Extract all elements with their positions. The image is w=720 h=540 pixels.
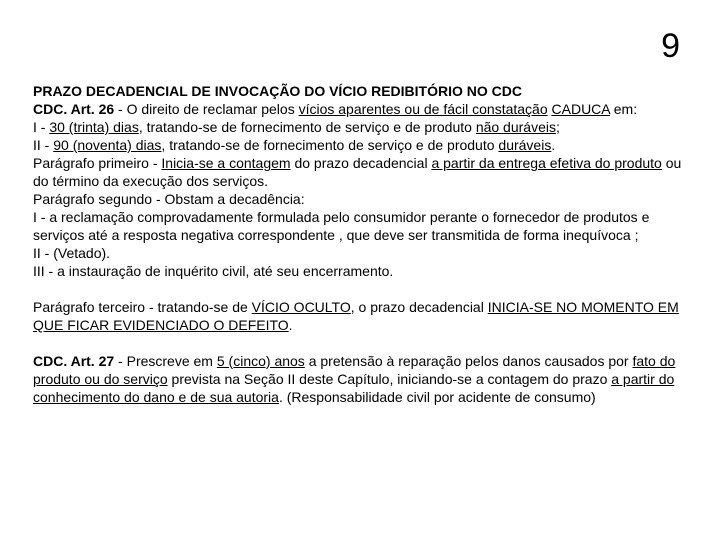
p3-end: . [288,317,293,333]
spacer [33,334,688,352]
inciso-2-text: , tratando-se de fornecimento de serviço e de produto [161,137,499,153]
art27-text-4: . (Responsabilidade civil por acidente de consumo) [278,389,596,405]
art26-paragrafo-2-inciso-3: III - a instauração de inquérito civil, até seu encerramento. [33,263,394,279]
inciso-2-term: 90 (noventa) dias [53,137,162,153]
art27-underline-3: a partir do conhecimento do dano e de sua autoria [33,371,675,405]
inciso-1-term: 30 (trinta) dias [49,119,139,135]
art26-intro-underline-2: CADUCA [551,101,610,117]
art26-inciso-1 [33,118,688,136]
art27-text-1: - Prescreve em [114,353,217,369]
art27-text-2: a pretensão à reparação pelos danos causados por [304,353,633,369]
art26-paragrafo-3 [33,298,688,334]
art26-inciso-2 [33,136,688,154]
page-number: 9 [661,27,680,65]
art27-underline-1: 5 (cinco) anos [216,353,305,369]
art26-paragrafo-1 [33,154,688,190]
inciso-1-end: ; [555,119,560,135]
p1-underline-1: Inicia-se a contagem [161,155,291,171]
inciso-1-text: , tratando-se de fornecimento de serviço e de produto [138,119,476,135]
art26-label: CDC. Art. 26 [33,101,115,117]
p1-underline-2: a partir da entrega efetiva do produto [431,155,662,171]
document-body [33,82,688,406]
p3-underline-1: VÍCIO OCULTO [251,299,351,315]
inciso-2-end: . [551,137,556,153]
art27 [33,352,688,406]
inciso-1-prefix: I - [33,119,50,135]
inciso-1-type: não duráveis [475,119,556,135]
inciso-2-prefix: II - [33,137,54,153]
spacer [33,280,688,298]
p1-end: ou do término da execução dos serviços. [33,155,682,189]
p1-mid: do prazo decadencial [290,155,432,171]
art26-intro-underline-1: vícios aparentes ou de fácil constatação [298,101,548,117]
art26-paragrafo-2: Parágrafo segundo - Obstam a decadência: [33,191,305,207]
art27-label: CDC. Art. 27 [33,353,115,369]
art26-intro: - O direito de reclamar pelos [114,101,299,117]
art26-caput [33,100,688,118]
art26-paragrafo-2-inciso-1: I - a reclamação comprovadamente formulada pelo consumidor perante o fornecedor de produtos e serviços até a resposta negativa correspondente , que deve ser transmitida de forma inequívoca ; [33,209,650,243]
art26-paragrafo-2-inciso-2: II - (Vetado). [33,245,111,261]
p3-mid: , o prazo decadencial [350,299,488,315]
heading-text: PRAZO DECADENCIAL DE INVOCAÇÃO DO VÍCIO REDIBITÓRIO NO CDC [33,83,522,99]
p3-prefix: Parágrafo terceiro - tratando-se de [33,299,252,315]
p3-underline-2: INICIA-SE NO MOMENTO EM QUE FICAR EVIDENCIADO O DEFEITO [33,299,679,333]
art27-text-3: prevista na Seção II deste Capítulo, iniciando-se a contagem do prazo [167,371,612,387]
heading [33,82,688,100]
art26-intro-end: em: [609,101,638,117]
inciso-2-type: duráveis [498,137,552,153]
art27-underline-2: fato do produto ou do serviço [33,353,676,387]
p1-prefix: Parágrafo primeiro - [33,155,162,171]
